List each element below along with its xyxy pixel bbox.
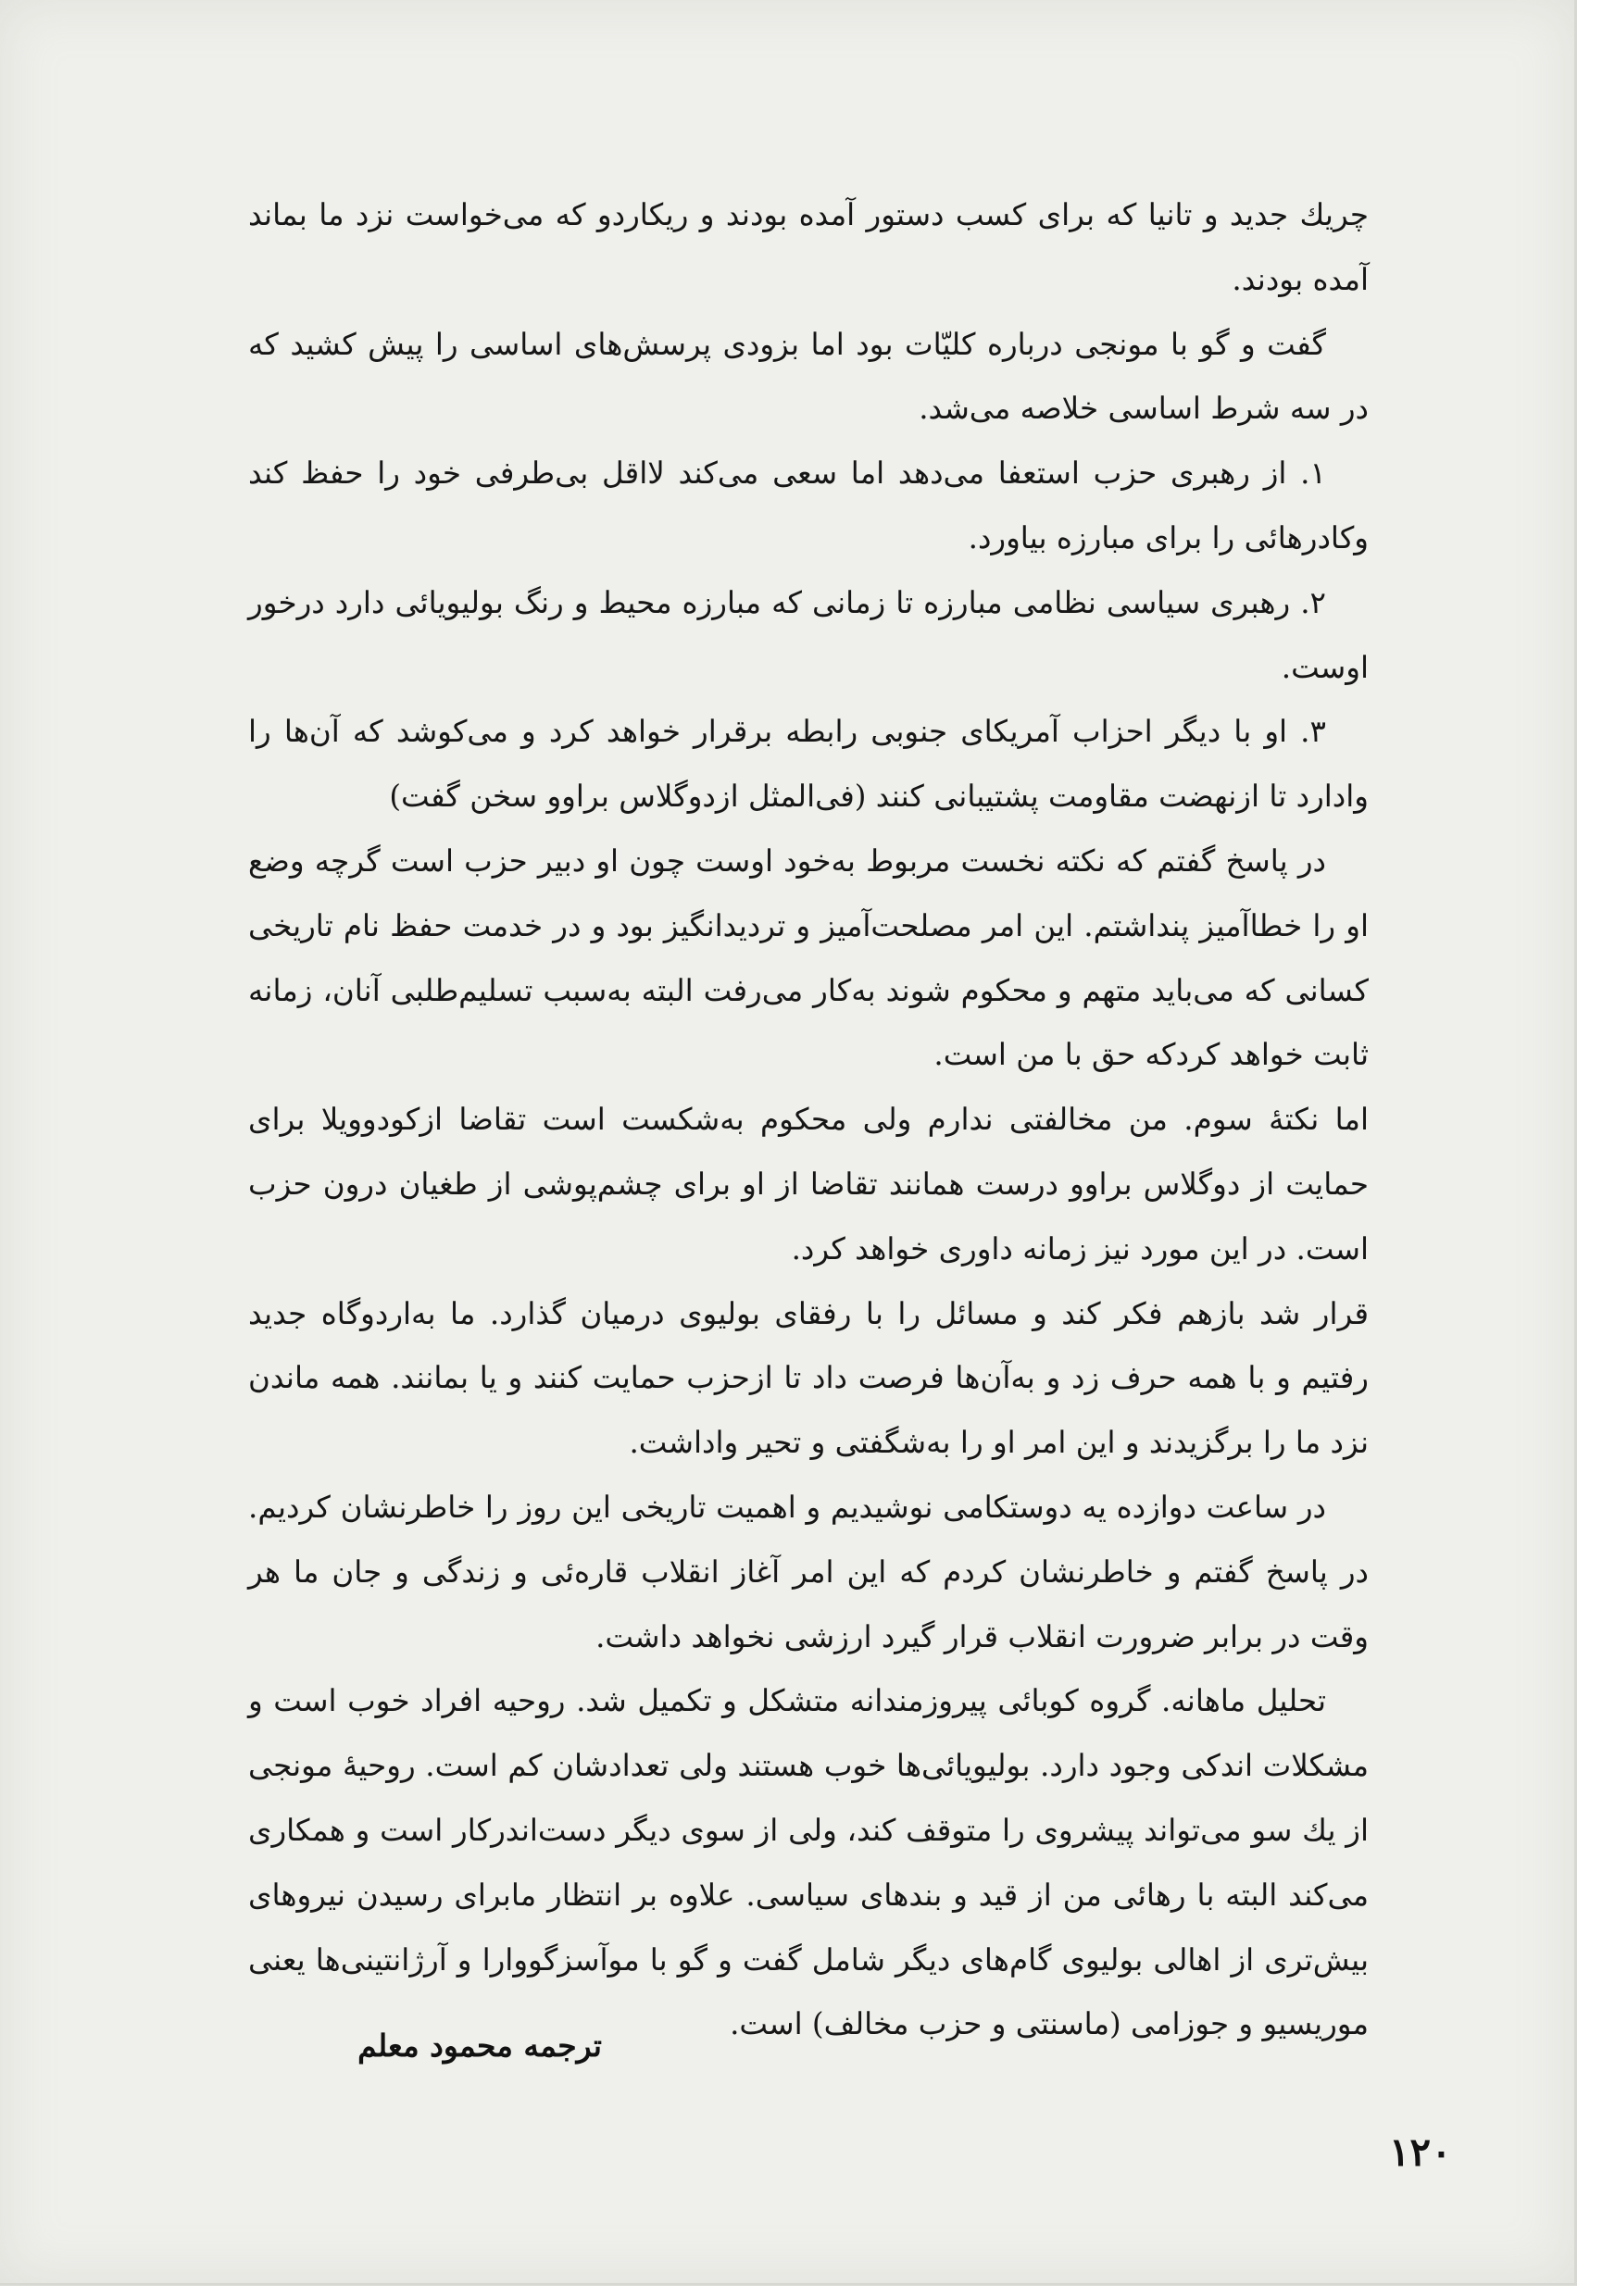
paragraph-6: در پاسخ گفتم که نکته نخست مربوط به‌خود اوست چون او دبیر حزب است گرچه وضع او را خطاآمیز پنداشتم. این امر مصلحت‌آمیز و تردیدانگیز بود و در خدمت حفظ نام تاریخی کسانی که می‌باید متهم و محکوم شوند به‌کار می‌رفت البته به‌سبب تسلیم‌طلبی آنان، زمانه ثابت خواهد کردکه حق با من است. (248, 842, 1369, 1073)
paragraph-8: قرار شد بازهم فکر کند و مسائل را با رفقای بولیوی درمیان گذارد. ما به‌اردوگاه جدید رفتیم و با همه حرف زد و به‌آن‌ها فرصت داد تا ازحزب حمایت کنند و یا بمانند. همه ماندن نزد ما را برگزیدند و این امر او را به‌شگفتی و تحیر واداشت. (248, 1295, 1369, 1461)
body-text (248, 183, 1369, 2057)
paragraph-7: اما نکتهٔ سوم. من مخالفتی ندارم ولی محکوم به‌شکست است تقاضا ازکودوویلا برای حمایت از دوگلاس براوو درست همانند تقاضا از او برای چشم‌پوشی از طغیان درون حزب است. در این مورد نیز زمانه داوری خواهد کرد. (248, 1102, 1369, 1267)
paragraph-3: ۱. از رهبری حزب استعفا می‌دهد اما سعی می‌کند لااقل بی‌طرفی خود را حفظ کند وکادرهائی را برای مبارزه بیاورد. (248, 455, 1369, 555)
paragraph-10: تحلیل ماهانه. گروه کوبائی پیروزمندانه متشکل و تکمیل شد. روحیه افراد خوب است و مشکلات اندکی وجود دارد. بولیویائی‌ها خوب هستند ولی تعدادشان کم است. روحیهٔ مونجی از یك سو می‌تواند پیشروی را متوقف کند، ولی از سوی دیگر دست‌اندرکار است و همکاری می‌کند البته با رهائی من از قید و بندهای سیاسی. علاوه بر انتظار مابرای رسیدن نیروهای بیش‌تری از اهالی بولیوی گام‌های دیگر شامل گفت و گو با موآسزگووارا و آرژانتینی‌ها یعنی موریسیو و جوزامی (ماسنتی و حزب مخالف) است. (248, 1683, 1369, 2042)
translator-credit: ترجمه محمود معلم (357, 2028, 602, 2064)
page-number: ۱۲۰ (1389, 2129, 1452, 2175)
paragraph-1: چریك جدید و تانیا که برای کسب دستور آمده بودند و ریکاردو که می‌خواست نزد ما بماند آمده بودند. (248, 197, 1369, 297)
paragraph-5: ۳. او با دیگر احزاب آمریکای جنوبی رابطه برقرار خواهد کرد و می‌کوشد که آن‌ها را وادارد تا ازنهضت مقاومت پشتیبانی کنند (فی‌المثل ازدوگلاس براوو سخن گفت) (248, 714, 1369, 815)
paragraph-2: گفت و گو با مونجی درباره کلیّات بود اما بزودی پرسش‌های اساسی را پیش کشید که در سه شرط اساسی خلاصه می‌شد. (248, 326, 1369, 427)
paragraph-9: در ساعت دوازده یه دوستکامی نوشیدیم و اهمیت تاریخی این روز را خاطرنشان کردیم. در پاسخ گفتم و خاطرنشان کردم که این امر آغاز انقلاب قاره‌ئی و زندگی و جان ما هر وقت در برابر ضرورت انقلاب قرار گیرد ارزشی نخواهد داشت. (248, 1489, 1369, 1654)
paragraph-4: ۲. رهبری سیاسی نظامی مبارزه تا زمانی که مبارزه محیط و رنگ بولیویائی دارد درخور اوست. (248, 584, 1369, 685)
